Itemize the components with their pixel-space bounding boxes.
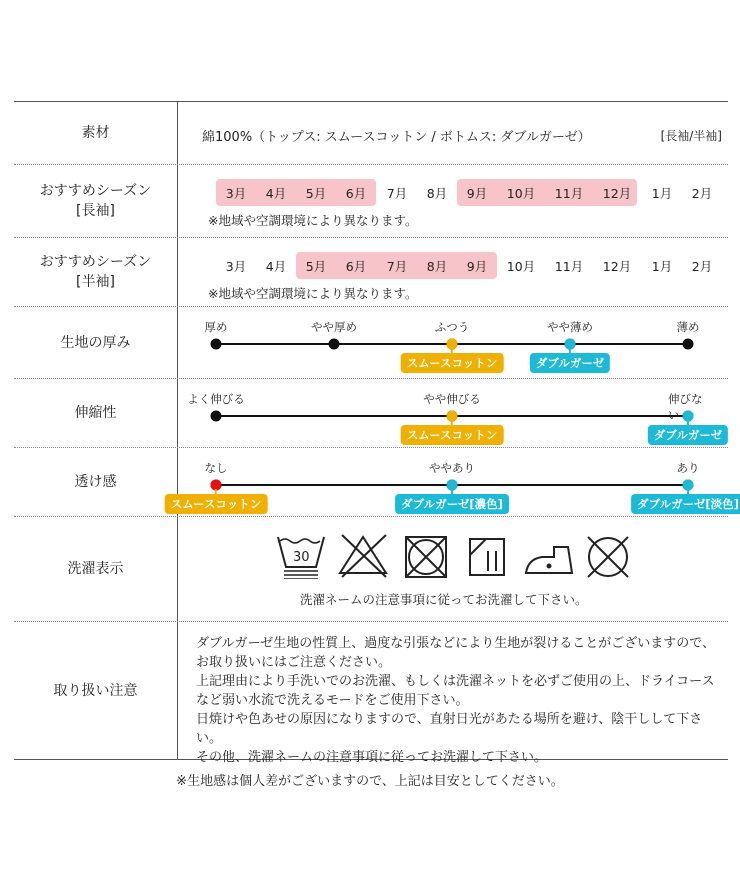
no-tumble-dry-icon bbox=[406, 537, 446, 577]
sleeve-type: [長袖/半袖] bbox=[660, 129, 722, 143]
spec-table bbox=[14, 101, 739, 765]
fabric-tag: ダブルガーゼ[濃色] bbox=[395, 494, 509, 514]
label-season-long: おすすめシーズン [長袖] bbox=[14, 165, 178, 237]
scale-tick-label: 伸びない bbox=[668, 392, 703, 422]
label-thickness: 生地の厚み bbox=[14, 307, 178, 378]
month-10: 1月 bbox=[651, 186, 673, 201]
material-value: 綿100%（トップス: スムースコットン / ボトムス: ダブルガーゼ） bbox=[202, 130, 591, 145]
month-11: 2月 bbox=[691, 259, 713, 274]
iron-low-icon bbox=[526, 547, 572, 573]
month-3: 6月 bbox=[345, 186, 367, 201]
month-6: 9月 bbox=[466, 186, 488, 201]
scale-tick-label: なし bbox=[204, 461, 228, 475]
month-0: 3月 bbox=[225, 259, 247, 274]
month-1: 4月 bbox=[265, 259, 287, 274]
scale-tick-label: やや伸びる bbox=[423, 392, 481, 406]
care-line: 上記理由により手洗いでのお洗濯、もしくは洗濯ネットを必ずご使用の上、ドライコース bbox=[196, 674, 715, 689]
care-line: お取り扱いにはご注意ください。 bbox=[196, 655, 392, 670]
label-material: 素材 bbox=[14, 102, 178, 164]
svg-text:30: 30 bbox=[293, 550, 310, 565]
row-stretch bbox=[14, 379, 728, 448]
row-washing bbox=[14, 517, 728, 622]
washing-note: 洗濯ネームの注意事項に従ってお洗濯して下さい。 bbox=[300, 592, 588, 607]
row-care bbox=[14, 622, 728, 765]
scale-tick-label: 厚め bbox=[204, 320, 228, 334]
label-sheer: 透け感 bbox=[14, 448, 178, 516]
scale-tick-label: あり bbox=[676, 461, 700, 475]
month-1: 4月 bbox=[265, 186, 287, 201]
scale-tick-label: ふつう bbox=[434, 320, 470, 334]
care-line: その他、洗濯ネームの注意事項に従ってお洗濯して下さい。 bbox=[196, 750, 548, 765]
scale-tick-label: ややあり bbox=[429, 461, 475, 475]
month-3: 6月 bbox=[345, 259, 367, 274]
label-stretch: 伸縮性 bbox=[14, 379, 178, 447]
care-line: など弱い水流で洗えるモードをご使用下さい。 bbox=[196, 693, 469, 708]
season-note: ※地域や空調環境により異なります。 bbox=[208, 213, 418, 228]
row-thickness bbox=[14, 307, 728, 379]
month-9: 12月 bbox=[602, 259, 632, 274]
month-4: 7月 bbox=[386, 186, 408, 201]
scale-point bbox=[211, 411, 222, 422]
month-2: 5月 bbox=[305, 186, 327, 201]
care-text bbox=[196, 634, 728, 767]
footnote: ※生地感は個人差がございますので、上記は目安としてください。 bbox=[176, 774, 564, 789]
fabric-tag: ダブルガーゼ bbox=[530, 353, 610, 373]
month-11: 2月 bbox=[691, 186, 713, 201]
shade-drip-dry-icon bbox=[470, 539, 504, 575]
label-season-short: おすすめシーズン [半袖] bbox=[14, 238, 178, 306]
month-9: 12月 bbox=[602, 186, 632, 201]
label-washing: 洗濯表示 bbox=[14, 517, 178, 621]
month-6: 9月 bbox=[466, 259, 488, 274]
scale-point bbox=[329, 339, 340, 350]
month-7: 10月 bbox=[506, 186, 536, 201]
scale-tick-label: 薄め bbox=[676, 320, 700, 334]
season-long-months bbox=[178, 165, 728, 237]
month-5: 8月 bbox=[426, 259, 448, 274]
thickness-scale bbox=[178, 307, 728, 378]
month-8: 11月 bbox=[554, 259, 584, 274]
month-4: 7月 bbox=[386, 259, 408, 274]
month-0: 3月 bbox=[225, 186, 247, 201]
month-2: 5月 bbox=[305, 259, 327, 274]
scale-tick-label: やや薄め bbox=[547, 320, 593, 334]
month-10: 1月 bbox=[651, 259, 673, 274]
season-short-months bbox=[178, 238, 728, 306]
scale-tick-label: よく伸びる bbox=[187, 392, 245, 406]
fabric-tag: スムースコットン bbox=[401, 425, 504, 445]
stretch-scale bbox=[178, 379, 728, 447]
season-note: ※地域や空調環境により異なります。 bbox=[208, 286, 418, 301]
sheer-scale bbox=[170, 448, 739, 516]
month-7: 10月 bbox=[506, 259, 536, 274]
care-line: ダブルガーゼ生地の性質上、過度な引張などにより生地が裂けることがございますので、 bbox=[196, 636, 715, 651]
care-line: 日焼けや色あせの原因になりますので、直射日光があたる場所を避け、陰干しして下さい。 bbox=[196, 712, 703, 746]
scale-tick-label: やや厚め bbox=[311, 320, 357, 334]
row-season-short bbox=[14, 238, 728, 307]
fabric-tag: スムースコットン bbox=[165, 494, 268, 514]
fabric-tag: スムースコットン bbox=[401, 353, 504, 373]
row-sheer bbox=[14, 448, 739, 517]
month-5: 8月 bbox=[426, 186, 448, 201]
scale-point bbox=[683, 339, 694, 350]
wash-30-gentle-icon bbox=[278, 537, 324, 579]
no-bleach-icon bbox=[340, 535, 386, 577]
row-season-long bbox=[14, 165, 728, 238]
row-material bbox=[14, 102, 728, 165]
scale-point bbox=[211, 339, 222, 350]
no-dry-clean-icon bbox=[588, 537, 628, 577]
fabric-tag: ダブルガーゼ[淡色] bbox=[631, 494, 740, 514]
label-care: 取り扱い注意 bbox=[14, 622, 178, 759]
month-8: 11月 bbox=[554, 186, 584, 201]
fabric-tag: ダブルガーゼ bbox=[648, 425, 728, 445]
